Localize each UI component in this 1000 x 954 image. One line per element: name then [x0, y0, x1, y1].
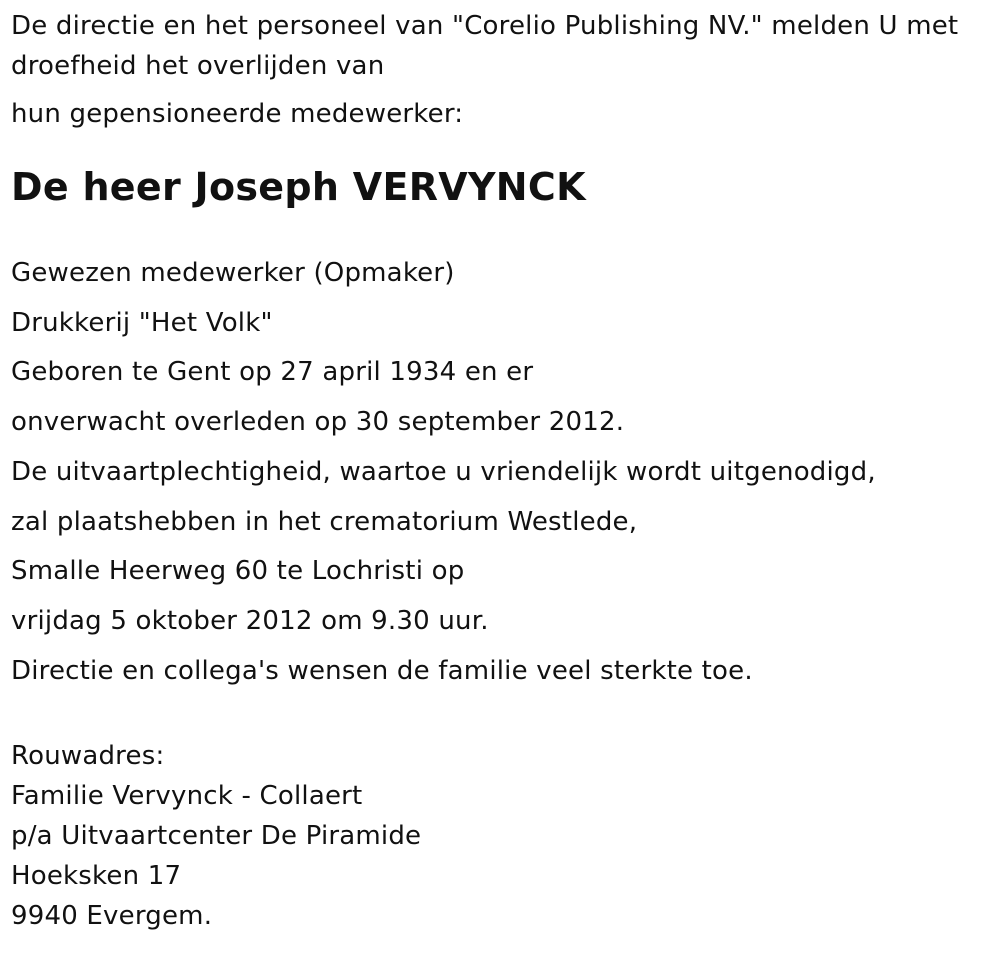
- address-line: 9940 Evergem.: [11, 901, 213, 932]
- detail-line: Gewezen medewerker (Opmaker): [11, 258, 455, 288]
- announcement-intro: [11, 0, 986, 134]
- intro-line: droefheid het overlijden van: [11, 51, 385, 81]
- detail-line: zal plaatshebben in het crematorium Westlede,: [11, 506, 638, 537]
- detail-line: Directie en collega's wensen de familie veel sterkte toe.: [11, 655, 753, 686]
- mourning-address: [11, 736, 986, 936]
- detail-line: Smalle Heerweg 60 te Lochristi op: [11, 556, 465, 587]
- detail-line: vrijdag 5 oktober 2012 om 9.30 uur.: [11, 605, 489, 636]
- deceased-name: De heer Joseph VERVYNCK: [11, 165, 586, 209]
- obituary-details: [11, 249, 986, 696]
- address-line: Hoeksken 17: [11, 861, 182, 892]
- detail-line: Drukkerij "Het Volk": [11, 307, 273, 338]
- address-label: Rouwadres:: [11, 741, 165, 772]
- detail-line: De uitvaartplechtigheid, waartoe u vriendelijk wordt uitgenodigd,: [11, 456, 876, 487]
- detail-line: onverwacht overleden op 30 september 2012.: [11, 407, 625, 438]
- intro-line: hun gepensioneerde medewerker:: [11, 99, 464, 129]
- address-line: p/a Uitvaartcenter De Piramide: [11, 821, 422, 852]
- detail-line: Geboren te Gent op 27 april 1934 en er: [11, 357, 534, 388]
- obituary-notice: [11, 0, 986, 936]
- intro-line: De directie en het personeel van "Corelio Publishing NV." melden U met: [11, 11, 959, 41]
- address-line: Familie Vervynck - Collaert: [11, 781, 363, 812]
